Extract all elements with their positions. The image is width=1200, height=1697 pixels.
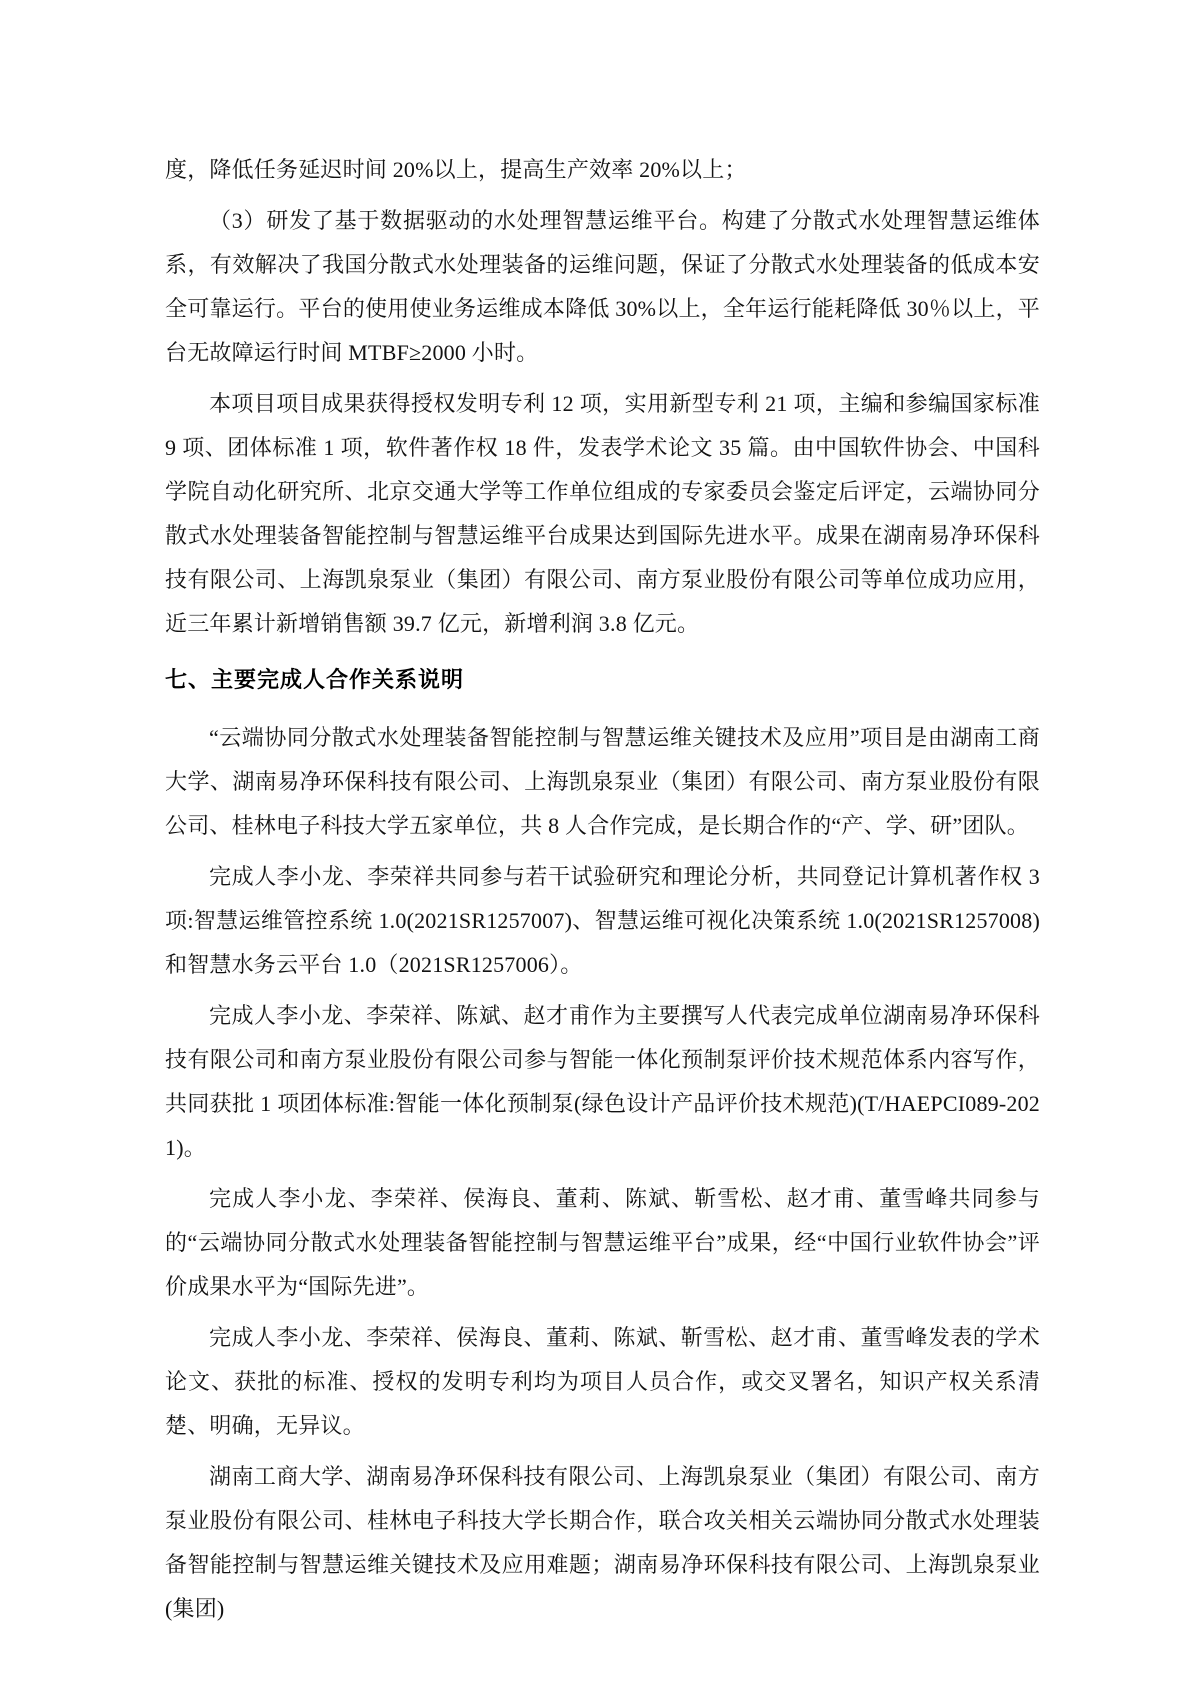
paragraph-continuation-efficiency: 度，降低任务延迟时间 20%以上，提高生产效率 20%以上； [165, 157, 747, 182]
paragraph-project-team: “云端协同分散式水处理装备智能控制与智慧运维关键技术及应用”项目是由湖南工商大学、湖南易净环保科技有限公司、上海凯泉泵业（集团）有限公司、南方泵业股份有限公司、桂林电子科技大学五家单位，共 8 人合作完成，是长期合作的“产、学、研”团队。 [165, 725, 1040, 838]
paragraph-project-achievements: 本项目项目成果获得授权发明专利 12 项，实用新型专利 21 项，主编和参编国家标准 9 项、团体标准 1 项，软件著作权 18 件，发表学术论文 35 篇。由中国软件协会、中国科学院自动化研究所、北京交通大学等工作单位组成的专家委员会鉴定后评定，云端协同分散式水处理装备智能控制与智慧运维平台成果达到国际先进水平。成果在湖南易净环保科技有限公司、上海凯泉泵业（集团）有限公司、南方泵业股份有限公司等单位成功应用，近三年累计新增销售额 39.7 亿元，新增利润 3.8 亿元。 [165, 391, 1040, 636]
paragraph-group-standard: 完成人李小龙、李荣祥、陈斌、赵才甫作为主要撰写人代表完成单位湖南易净环保科技有限公司和南方泵业股份有限公司参与智能一体化预制泵评价技术规范体系内容写作，共同获批 1 项团体标准:智能一体化预制泵(绿色设计产品评价技术规范)(T/HAEPCI089-2021)。 [165, 1003, 1040, 1160]
paragraph-result-evaluation: 完成人李小龙、李荣祥、侯海良、董莉、陈斌、靳雪松、赵才甫、董雪峰共同参与的“云端协同分散式水处理装备智能控制与智慧运维平台”成果，经“中国行业软件协会”评价成果水平为“国际先进”。 [165, 1186, 1040, 1299]
section-heading-cooperation: 七、主要完成人合作关系说明 [165, 667, 465, 692]
paragraph-smart-om-platform: （3）研发了基于数据驱动的水处理智慧运维平台。构建了分散式水处理智慧运维体系，有效解决了我国分散式水处理装备的运维问题，保证了分散式水处理装备的低成本安全可靠运行。平台的使用使业务运维成本降低 30%以上，全年运行能耗降低 30％以上，平台无故障运行时间 MTBF≥2000 小时。 [165, 208, 1040, 365]
paragraph-software-copyrights: 完成人李小龙、李荣祥共同参与若干试验研究和理论分析，共同登记计算机著作权 3 项:智慧运维管控系统 1.0(2021SR1257007)、智慧运维可视化决策系统 1.0(2021SR1257008)和智慧水务云平台 1.0（2021SR1257006）。 [165, 864, 1040, 977]
paragraph-longterm-cooperation: 湖南工商大学、湖南易净环保科技有限公司、上海凯泉泵业（集团）有限公司、南方泵业股份有限公司、桂林电子科技大学长期合作，联合攻关相关云端协同分散式水处理装备智能控制与智慧运维关键技术及应用难题；湖南易净环保科技有限公司、上海凯泉泵业(集团) [165, 1464, 1040, 1621]
document-text-block [165, 148, 1040, 1638]
paragraph-ip-clarity: 完成人李小龙、李荣祥、侯海良、董莉、陈斌、靳雪松、赵才甫、董雪峰发表的学术论文、获批的标准、授权的发明专利均为项目人员合作，或交叉署名，知识产权关系清楚、明确，无异议。 [165, 1325, 1040, 1438]
